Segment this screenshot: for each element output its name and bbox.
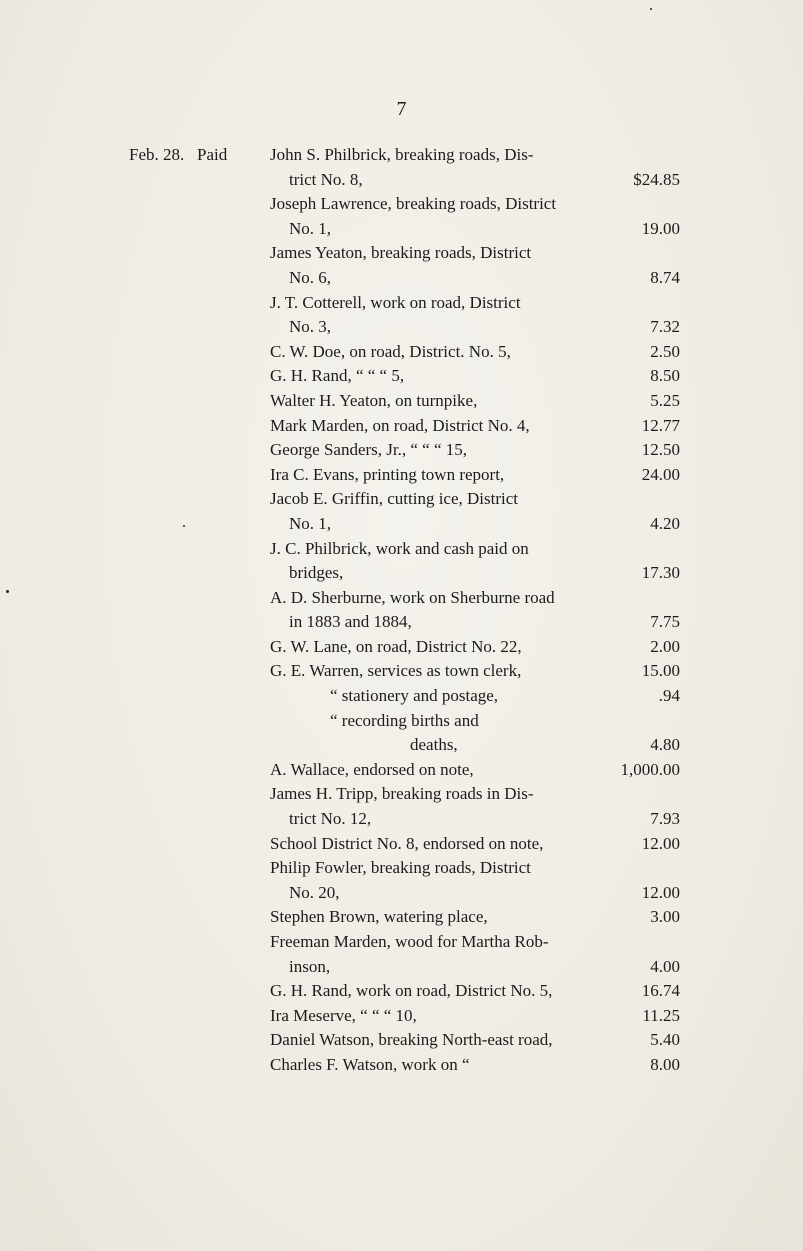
entry-description: G. W. Lane, on road, District No. 22, — [270, 636, 522, 656]
ledger-entry — [270, 143, 680, 192]
ledger-entry — [270, 438, 680, 463]
entry-description: G. E. Warren, services as town clerk, — [270, 661, 522, 681]
ledger-entry — [270, 1053, 680, 1078]
entry-description: J. C. Philbrick, work and cash paid on — [270, 538, 529, 558]
entry-amount: 15.00 — [641, 661, 680, 681]
entry-description: John S. Philbrick, breaking roads, Dis- — [270, 145, 534, 164]
entry-amount: 5.40 — [650, 1030, 680, 1050]
entry-description: James Yeaton, breaking roads, District — [270, 243, 532, 263]
entry-description: School District No. 8, endorsed on note, — [270, 833, 544, 853]
speck-mark — [183, 525, 185, 527]
entry-date: Feb. 28. — [129, 145, 185, 164]
entry-description: Joseph Lawrence, breaking roads, District — [270, 194, 557, 214]
ledger-entry — [270, 709, 680, 758]
entry-description-continued: trict No. 8, — [289, 169, 363, 189]
entry-description: James H. Tripp, breaking roads in Dis- — [270, 784, 534, 804]
ledger-entry — [270, 291, 680, 340]
ledger-entry — [270, 930, 680, 979]
entry-description-continued: bridges, — [289, 563, 344, 583]
entry-description-continued: trict No. 12, — [289, 809, 372, 829]
ledger-entry — [270, 364, 680, 389]
entry-amount: .94 — [658, 686, 680, 706]
entry-description: George Sanders, Jr., “ “ “ 15, — [270, 440, 468, 460]
ledger-entry — [270, 832, 680, 857]
entry-description: Ira Meserve, “ “ “ 10, — [270, 1005, 417, 1025]
ledger-entry — [270, 463, 680, 488]
ledger-entry — [270, 635, 680, 660]
entry-description: Walter H. Yeaton, on turnpike, — [270, 390, 478, 410]
entry-description: “ stationery and postage, — [330, 686, 499, 706]
entry-amount: 19.00 — [641, 218, 680, 238]
entry-description: Jacob E. Griffin, cutting ice, District — [270, 489, 519, 509]
entry-description-continued: deaths, — [410, 735, 458, 755]
ledger-entry — [270, 389, 680, 414]
entry-description: G. H. Rand, “ “ “ 5, — [270, 366, 405, 386]
entry-amount: 12.00 — [641, 882, 680, 902]
entry-amount: 8.74 — [650, 267, 680, 287]
entry-amount: 2.00 — [650, 636, 680, 656]
entry-amount: 8.00 — [650, 1054, 680, 1074]
entry-amount: 12.00 — [641, 833, 680, 853]
entry-description: G. H. Rand, work on road, District No. 5, — [270, 981, 553, 1001]
entry-amount: 1,000.00 — [620, 759, 680, 779]
entry-description: C. W. Doe, on road, District. No. 5, — [270, 341, 511, 361]
entry-amount: $24.85 — [633, 169, 680, 189]
entry-description: “ recording births and — [330, 710, 479, 730]
entry-amount: 17.30 — [641, 563, 680, 583]
entry-description-continued: No. 1, — [289, 218, 332, 238]
ledger-entry — [270, 659, 680, 684]
entry-description-continued: No. 3, — [289, 317, 332, 337]
ledger-entry — [270, 856, 680, 905]
entry-description: Freeman Marden, wood for Martha Rob- — [270, 932, 549, 951]
entry-amount: 5.25 — [650, 390, 680, 410]
entry-description: Mark Marden, on road, District No. 4, — [270, 415, 530, 435]
entry-amount: 2.50 — [650, 341, 680, 361]
entry-description-continued: No. 20, — [289, 882, 340, 902]
entry-description: A. Wallace, endorsed on note, — [270, 759, 474, 779]
entry-description: Stephen Brown, watering place, — [270, 907, 488, 927]
entry-amount: 4.20 — [650, 513, 680, 533]
entry-amount: 24.00 — [641, 464, 680, 484]
entry-amount: 4.80 — [650, 735, 680, 755]
entry-amount: 7.75 — [650, 612, 680, 632]
speck-mark — [6, 590, 9, 593]
entry-amount: 12.50 — [641, 440, 680, 460]
ledger-entry — [270, 241, 680, 290]
entry-description-continued: in 1883 and 1884, — [289, 612, 412, 632]
ledger-entry — [270, 586, 680, 635]
entry-amount: 16.74 — [641, 981, 680, 1001]
ledger-entry — [270, 414, 680, 439]
ledger-entry — [270, 537, 680, 586]
ledger-entry — [270, 905, 680, 930]
entry-amount: 12.77 — [641, 415, 680, 435]
ledger-entry — [270, 1028, 680, 1053]
entry-description-continued: inson, — [289, 956, 331, 976]
ledger-entries — [270, 143, 680, 1078]
entry-amount: 11.25 — [642, 1005, 680, 1025]
entry-amount: 7.32 — [650, 317, 680, 337]
entry-amount: 8.50 — [650, 366, 680, 386]
ledger-entry — [270, 1004, 680, 1029]
entry-description-continued: No. 6, — [289, 267, 332, 287]
entry-amount: 3.00 — [650, 907, 680, 927]
ledger-entry — [270, 192, 680, 241]
ledger-entry — [270, 979, 680, 1004]
entry-description: Daniel Watson, breaking North-east road, — [270, 1030, 553, 1050]
entry-verb: Paid — [197, 145, 228, 164]
entry-amount: 4.00 — [650, 956, 680, 976]
ledger-entry — [270, 758, 680, 783]
ledger-entry — [270, 340, 680, 365]
entry-description: Ira C. Evans, printing town report, — [270, 464, 505, 484]
speck-mark — [650, 8, 652, 10]
ledger-entry — [270, 487, 680, 536]
ledger-entry — [270, 684, 680, 709]
page-number: 7 — [396, 98, 407, 120]
entry-description: Charles F. Watson, work on “ — [270, 1054, 470, 1074]
entry-lead — [129, 143, 227, 168]
entry-description: A. D. Sherburne, work on Sherburne road — [270, 587, 555, 607]
entry-description: Philip Fowler, breaking roads, District — [270, 858, 531, 878]
ledger-entry — [270, 782, 680, 831]
entry-description-continued: No. 1, — [289, 513, 332, 533]
entry-amount: 7.93 — [650, 809, 680, 829]
entry-description: J. T. Cotterell, work on road, District — [270, 292, 521, 312]
